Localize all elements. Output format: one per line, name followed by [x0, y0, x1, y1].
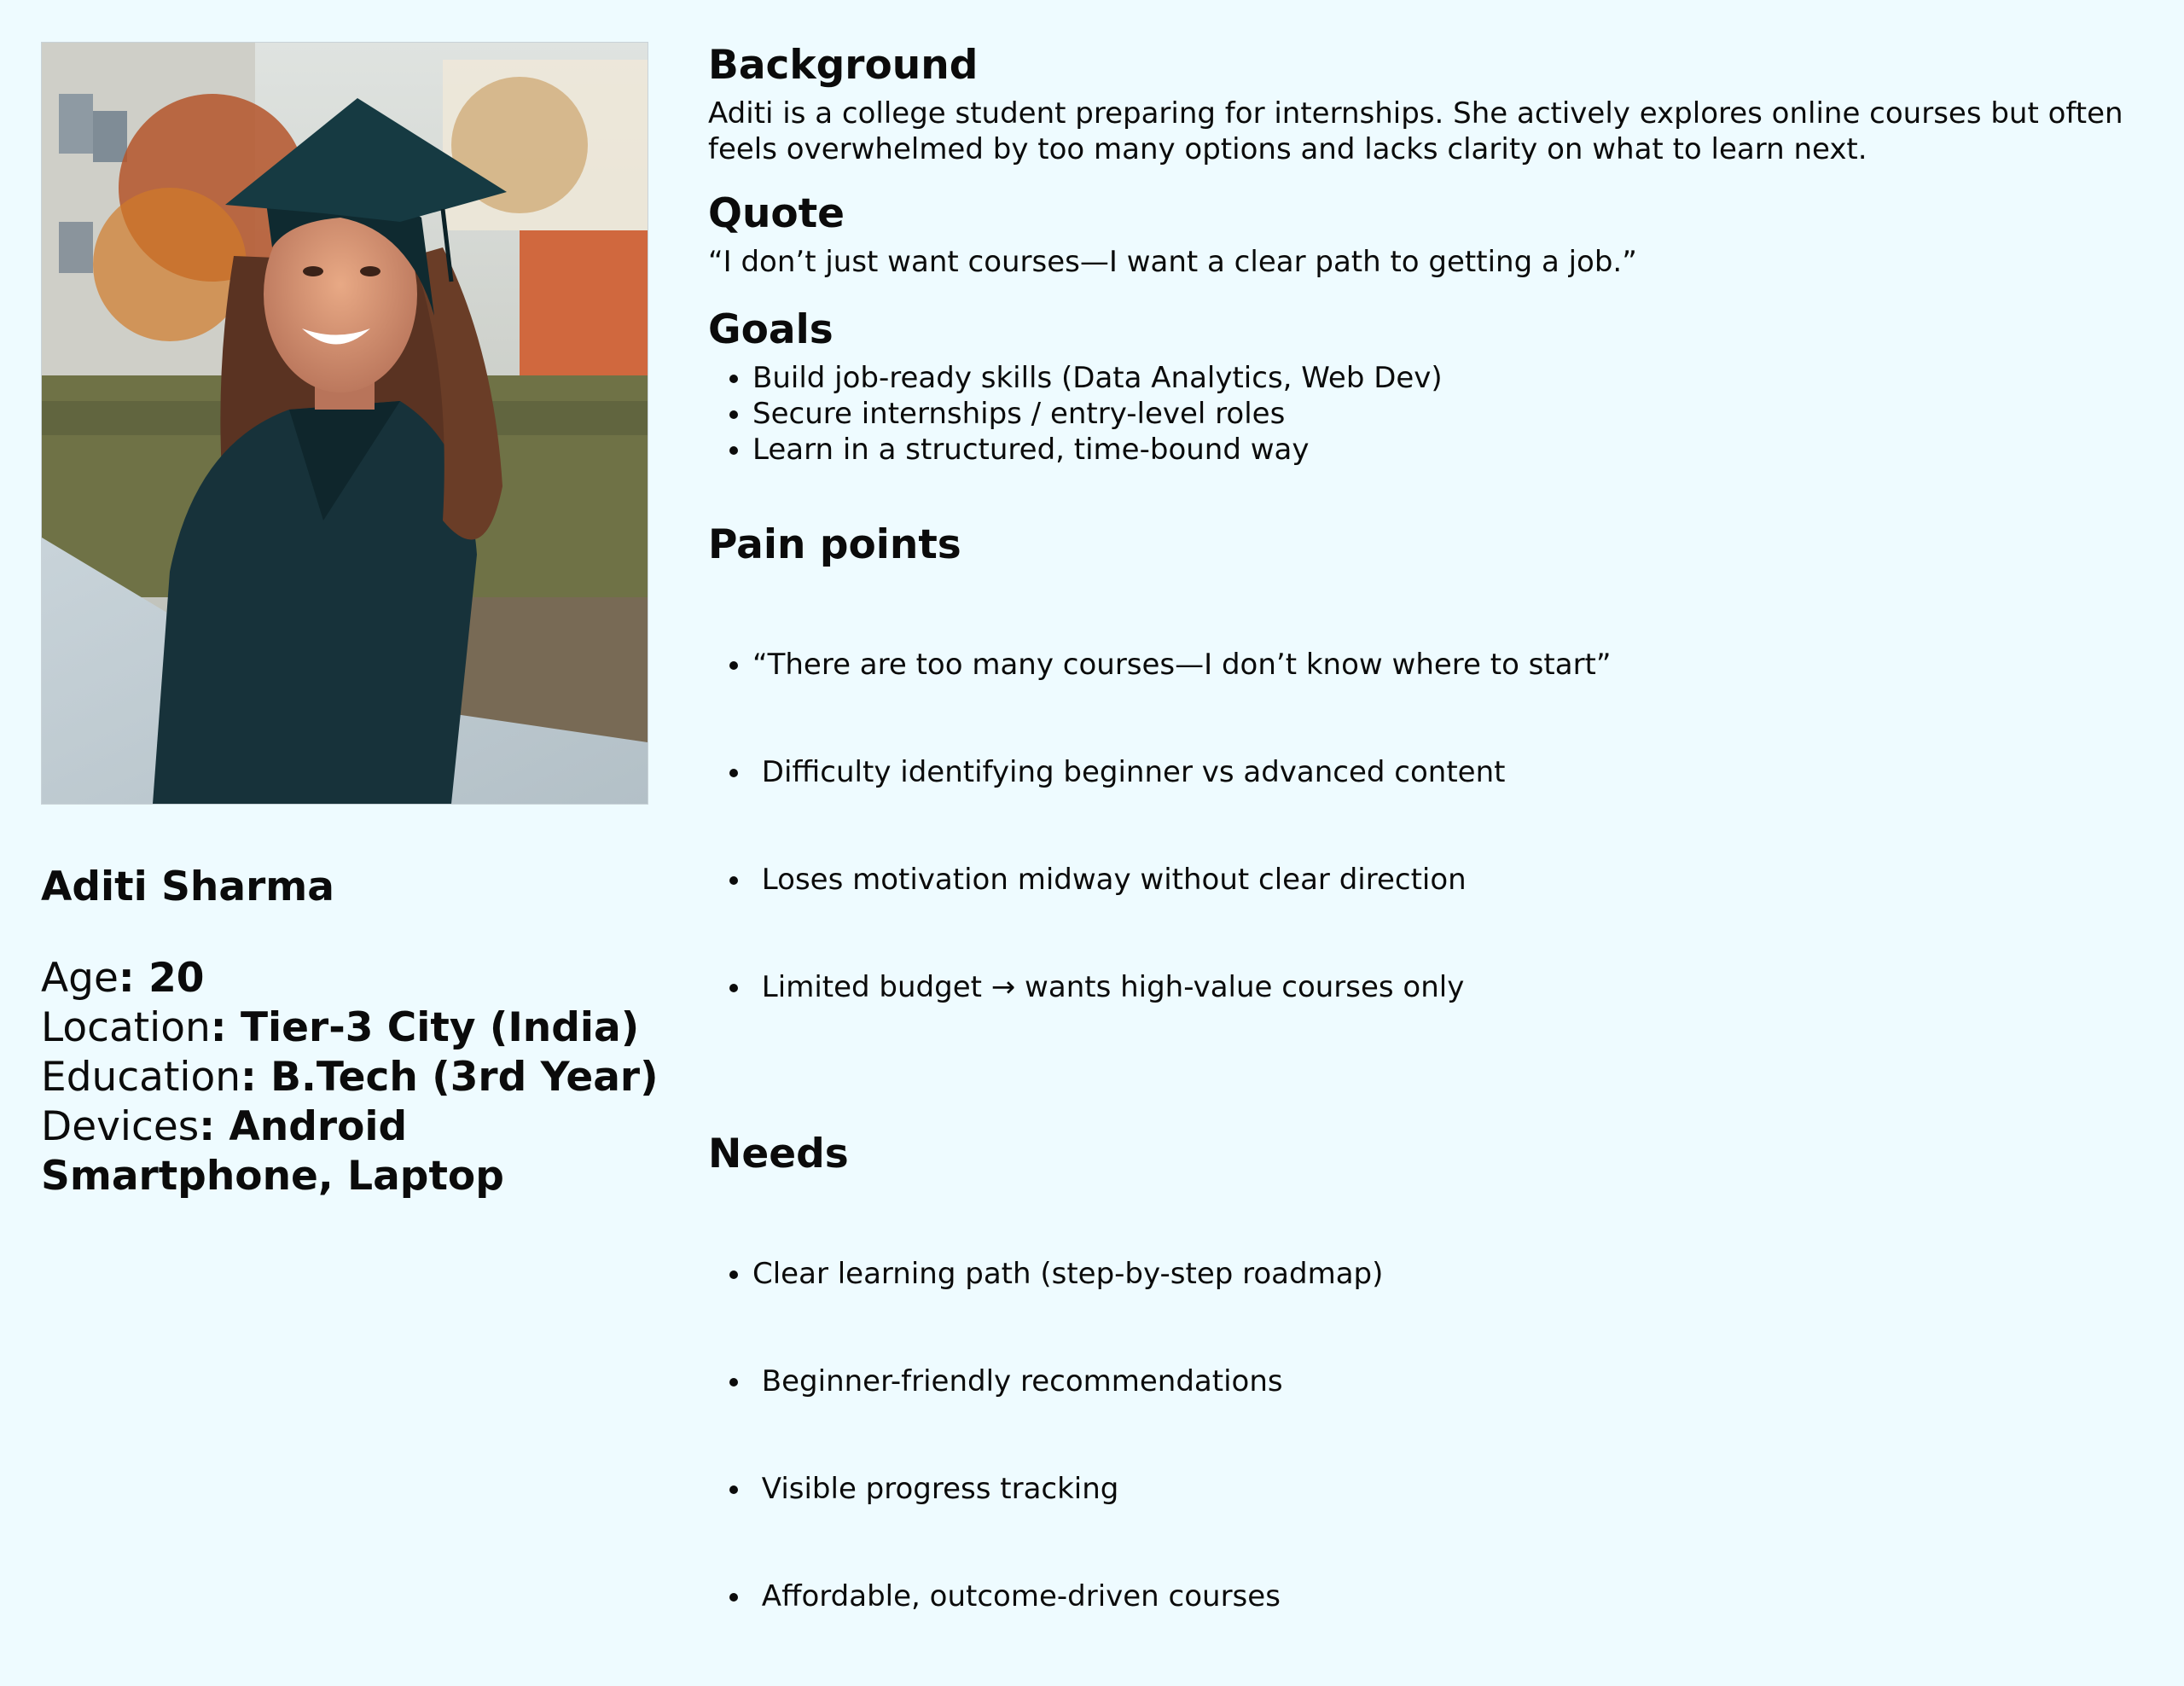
- list-item: • Loses motivation midway without clear direction: [752, 862, 2141, 898]
- persona-photo: [41, 42, 648, 805]
- list-item: • Visible progress tracking: [752, 1471, 2141, 1507]
- needs-list: [708, 1184, 2141, 1686]
- age-row: Age: 20: [41, 955, 205, 1003]
- list-item: • Learn in a structured, time-bound way: [752, 432, 2141, 468]
- goals-list: [708, 360, 2141, 468]
- quote-section: [708, 189, 2141, 280]
- pain-points-title: Pain points: [708, 521, 961, 568]
- list-item: • Limited budget → wants high-value courses only: [752, 969, 2141, 1005]
- location-row: Location: Tier-3 City (India): [41, 1004, 640, 1052]
- quote-title: Quote: [708, 190, 845, 237]
- needs-title: Needs: [708, 1131, 849, 1177]
- list-item: • Affordable, outcome-driven courses: [752, 1578, 2141, 1614]
- background-section: [708, 41, 2141, 167]
- quote-text: “I don’t just want courses—I want a clear path to getting a job.”: [708, 245, 1637, 279]
- education-row: Education: B.Tech (3rd Year): [41, 1054, 659, 1102]
- location-label: Location: [41, 1004, 211, 1052]
- needs-section: [708, 1130, 2141, 1686]
- graduate-portrait-photo: [42, 43, 648, 804]
- persona-profile: [41, 863, 664, 1201]
- education-label: Education: [41, 1054, 241, 1102]
- background-title: Background: [708, 42, 979, 89]
- devices-label: Devices: [41, 1103, 200, 1151]
- list-item: • Build job-ready skills (Data Analytics, Web Dev): [752, 360, 2141, 396]
- education-value: B.Tech (3rd Year): [270, 1054, 659, 1102]
- location-value: Tier-3 City (India): [240, 1004, 640, 1052]
- goals-section: [708, 305, 2141, 468]
- background-text: Aditi is a college student preparing for internships. She actively explores online courses but often feels overwhelmed by too many options and lacks clarity on what to learn next.: [708, 96, 2123, 166]
- devices-value: Android Smartphone, Laptop: [41, 1103, 504, 1201]
- persona-name: Aditi Sharma: [41, 863, 334, 910]
- list-item: • Beginner-friendly recommendations: [752, 1363, 2141, 1399]
- list-item: • Difficulty identifying beginner vs advanced content: [752, 754, 2141, 790]
- goals-title: Goals: [708, 306, 834, 353]
- list-item: • Clear learning path (step-by-step roadmap): [752, 1256, 2141, 1292]
- list-item: • Secure internships / entry-level roles: [752, 396, 2141, 432]
- age-value: 20: [148, 955, 205, 1003]
- persona-details: [708, 41, 2141, 1686]
- pain-points-list: [708, 575, 2141, 1077]
- age-label: Age: [41, 955, 119, 1003]
- devices-row: Devices: Android Smartphone, Laptop: [41, 1103, 504, 1201]
- list-item: • “There are too many courses—I don’t know where to start”: [752, 647, 2141, 683]
- pain-points-section: [708, 520, 2141, 1077]
